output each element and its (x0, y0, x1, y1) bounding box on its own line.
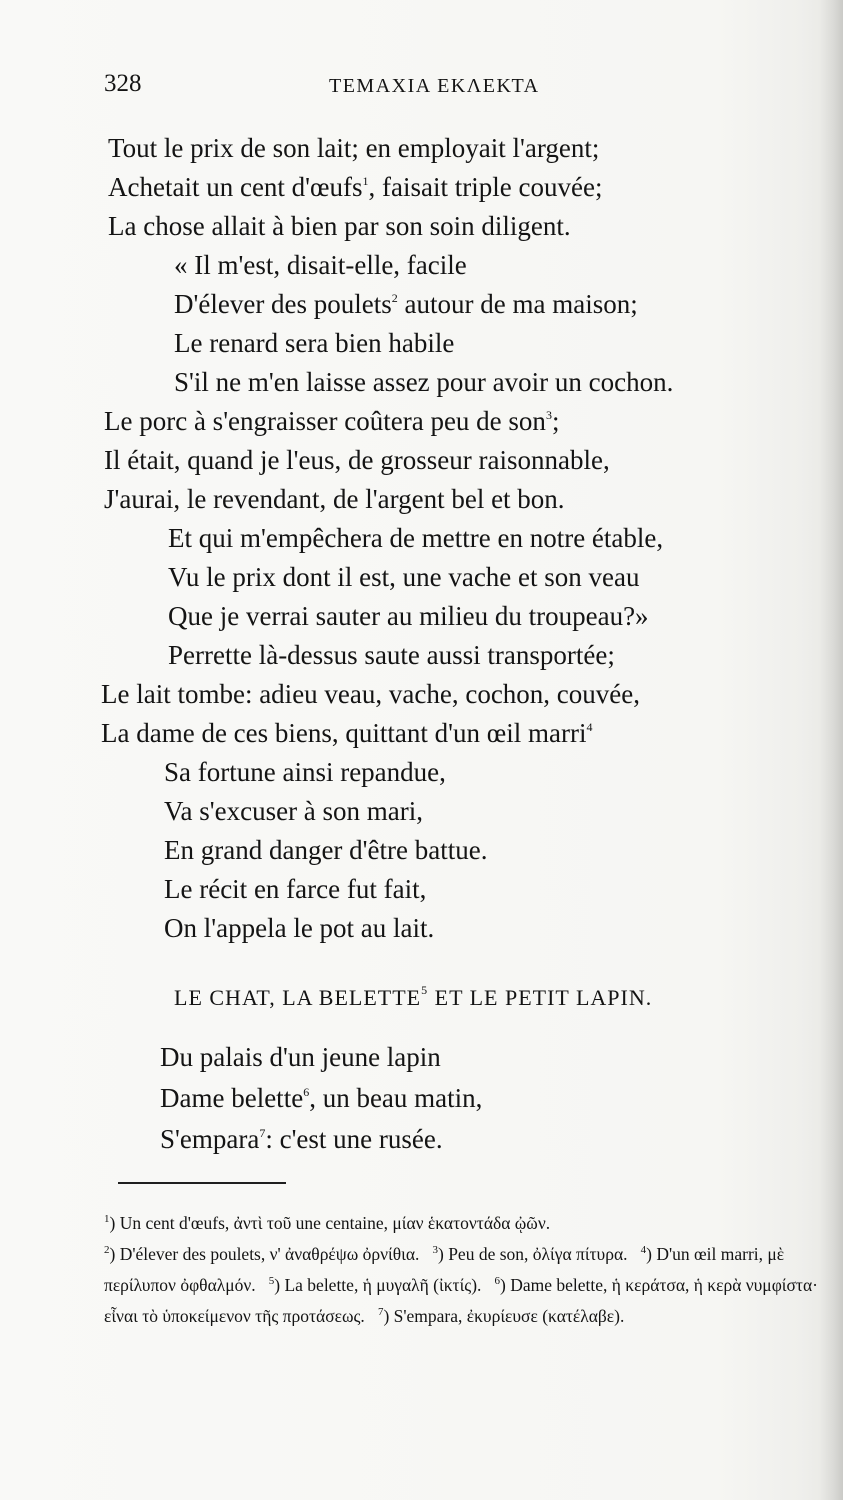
footnote-ref: 7 (259, 1126, 266, 1140)
footnote-ref: 6 (303, 1085, 310, 1099)
footnote-ref: 3 (545, 408, 552, 422)
poem-line: On l'appela le pot au lait. (164, 913, 435, 943)
footnote: $^6$) Dame belette, ἡ κεράτσα, ἡ κερὰ νυμφίστα· εἶναι τὸ ὑποκείμενον τῆς προτάσεως. (104, 1275, 818, 1326)
footnote-ref: 5 (421, 983, 429, 997)
poem-line: Que je verrai sauter au milieu du troupeau?» (168, 601, 649, 631)
section-heading: LE CHAT, LA BELETTE$^5$ ET LE PETIT LAPIN. (174, 983, 653, 1010)
page-header (104, 70, 628, 104)
page-edge-shadow (819, 0, 843, 1500)
poem-line: Le renard sera bien habile (174, 328, 455, 358)
footnote-ref: 4 (586, 720, 593, 734)
poem-line: Achetait un cent d'œufs$^1$, faisait triple couvée; (108, 172, 603, 202)
poem-line: Il était, quand je l'eus, de grosseur raisonnable, (104, 445, 610, 475)
poem-line: S'il ne m'en laisse assez pour avoir un cochon. (174, 367, 674, 397)
poem-line: Du palais d'un jeune lapin (160, 1042, 441, 1072)
poem-line: Va s'excuser à son mari, (164, 796, 424, 826)
footnote: $^2$) D'élever des poulets, ν' ἀναθρέψω ὀρνίθια. (104, 1244, 420, 1264)
poem-line: Perrette là-dessus saute aussi transportée; (168, 640, 615, 670)
poem-line: Tout le prix de son lait; en employait l'argent; (108, 133, 600, 163)
poem-line: En grand danger d'être battue. (164, 835, 488, 865)
poem-line: Et qui m'empêchera de mettre en notre étable, (168, 523, 664, 553)
poem-line: Le porc à s'engraisser coûtera peu de son$^3$; (104, 406, 560, 436)
footnote: $^3$) Peu de son, ὀλίγα πίτυρα. (432, 1244, 628, 1264)
footnote-ref: 1 (362, 174, 369, 188)
footnote: $^7$) S'empara, ἐκυρίευσε (κατέλαβε). (377, 1306, 625, 1326)
poem-line: La dame de ces biens, quittant d'un œil marri$^4$ (101, 718, 593, 748)
footnotes (104, 1208, 819, 1332)
footnote: $^5$) La belette, ἡ μυγαλῆ (ἰκτίς). (268, 1275, 482, 1295)
page-number: 328 (104, 70, 142, 97)
footnote-divider (118, 1182, 286, 1184)
poem-line: Sa fortune ainsi repandue, (164, 757, 446, 787)
footnote: $^4$) D'un œil marri, μὲ περίλυπον ὀφθαλμόν. (104, 1244, 785, 1295)
poem-line: Dame belette$^6$, un beau matin, (160, 1083, 483, 1113)
poem-line: Vu le prix dont il est, une vache et son veau (168, 562, 640, 592)
poem-line: S'empara$^7$: c'est une rusée. (160, 1124, 443, 1154)
poem-line: Le lait tombe: adieu veau, vache, cochon, couvée, (101, 679, 641, 709)
poem-line: Le récit en farce fut fait, (164, 874, 427, 904)
poem-line: La chose allait à bien par son soin diligent. (108, 211, 571, 241)
poem-line: J'aurai, le revendant, de l'argent bel et bon. (104, 484, 565, 514)
poem-line: D'élever des poulets$^2$ autour de ma maison; (174, 289, 638, 319)
footnote-ref: 2 (391, 291, 398, 305)
running-title: ΤΕΜΑΧΙΑ ΕΚΛΕΚΤΑ (329, 75, 540, 97)
footnote: $^1$) Un cent d'œufs, ἀντὶ τοῦ une centaine, μίαν ἑκατοντάδα ᾠῶν. (104, 1213, 551, 1233)
poem-line: « Il m'est, disait-elle, facile (174, 250, 467, 280)
